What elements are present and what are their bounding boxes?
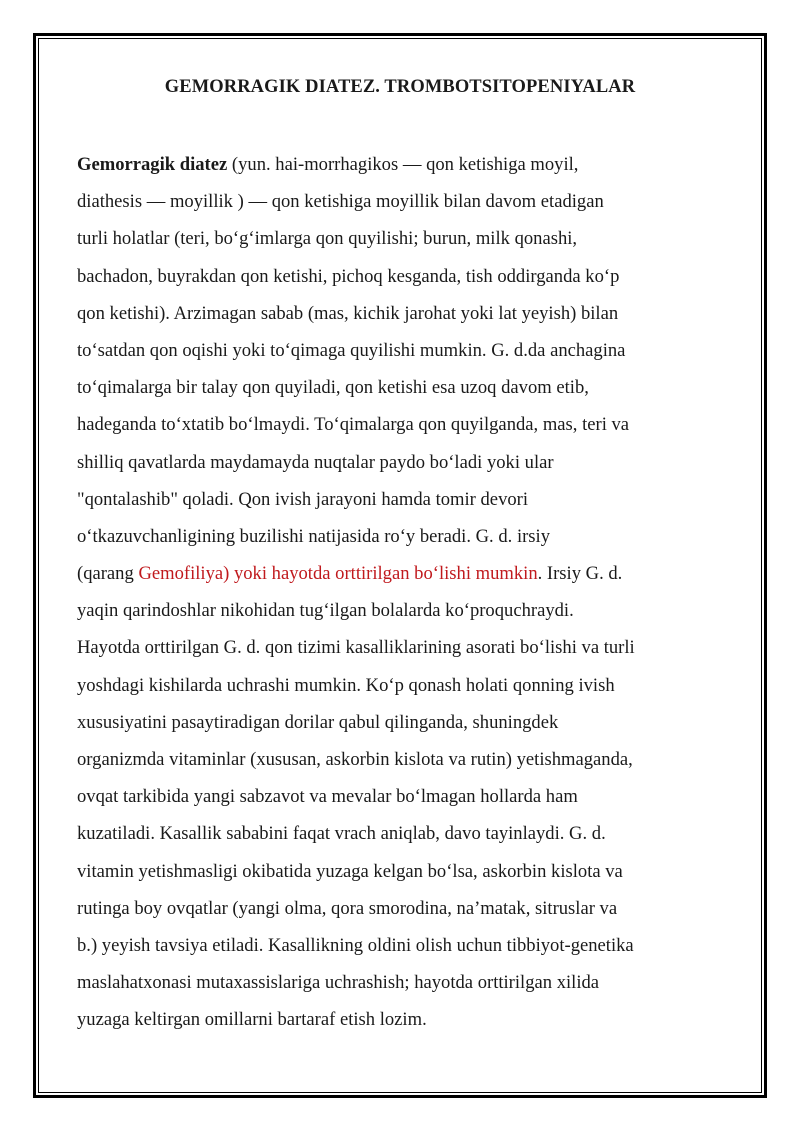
term-heading: Gemorragik diatez [77,154,228,175]
paragraph-line: qon ketishi). Arzimagan sabab (mas, kichik jarohat yoki lat yeyish) bilan [77,302,619,324]
paragraph-line: diathesis — moyillik ) — qon ketishiga moyillik bilan davom etadigan [77,191,604,213]
paragraph-line: b.) yeyish tavsiya etiladi. Kasallikning oldini olish uchun tibbiyot-genetika [77,934,634,956]
line-text: (qarang [77,563,139,585]
paragraph-line [77,555,737,592]
paragraph-line: kuzatiladi. Kasallik sababini faqat vrach aniqlab, davo tayinlaydi. G. d. [77,823,606,845]
document-title: GEMORRAGIK DIATEZ. TROMBOTSITOPENIYALAR [164,77,636,97]
paragraph-line: shilliq qavatlarda maydamayda nuqtalar paydo bo‘ladi yoki ular [77,451,554,473]
paragraph-line: yaqin qarindoshlar nikohidan tug‘ilgan bolalarda ko‘proquchraydi. [77,600,574,622]
gemofiliya-link[interactable]: Gemofiliya) yoki hayotda orttirilgan bo‘lishi mumkin [138,563,538,585]
line-text: (yun. hai-morrhagikos — qon ketishiga moyil, [227,154,579,175]
paragraph-line: vitamin yetishmasligi okibatida yuzaga kelgan bo‘lsa, askorbin kislota va [77,860,623,882]
paragraph-line [77,146,737,183]
paragraph-line: to‘qimalarga bir talay qon quyiladi, qon ketishi esa uzoq davom etib, [77,377,589,399]
line-text: . Irsiy G. d. [537,563,623,585]
paragraph-line: organizmda vitaminlar (xususan, askorbin kislota va rutin) yetishmaganda, [77,749,633,770]
paragraph-line: rutinga boy ovqatlar (yangi olma, qora smorodina, na’matak, sitruslar va [77,897,618,919]
paragraph-line: yoshdagi kishilarda uchrashi mumkin. Ko‘p qonash holati qonning ivish [77,674,615,696]
paragraph-line: Hayotda orttirilgan G. d. qon tizimi kasalliklarining asorati bo‘lishi va turli [77,637,635,659]
paragraph-line: "qontalashib" qoladi. Qon ivish jarayoni hamda tomir devori [77,488,529,510]
paragraph-line: maslahatxonasi mutaxassislariga uchrashish; hayotda orttirilgan xilida [77,972,600,994]
paragraph-line: yuzaga keltirgan omillarni bartaraf etish lozim. [77,1009,427,1031]
paragraph-line: xususiyatini pasaytiradigan dorilar qabul qilinganda, shuningdek [77,711,559,733]
paragraph-line: turli holatlar (teri, bo‘g‘imlarga qon quyilishi; burun, milk qonashi, [77,228,578,250]
paragraph-line: ovqat tarkibida yangi sabzavot va mevalar bo‘lmagan hollarda ham [77,786,578,808]
paragraph-line: hadeganda to‘xtatib bo‘lmaydi. To‘qimalarga qon quyilganda, mas, teri va [77,414,630,436]
paragraph-line: bachadon, buyrakdan qon ketishi, pichoq kesganda, tish oddirganda ko‘p [77,265,620,287]
paragraph-line: to‘satdan qon oqishi yoki to‘qimaga quyilishi mumkin. G. d.da anchagina [77,339,626,361]
paragraph-line: o‘tkazuvchanligining buzilishi natijasida ro‘y beradi. G. d. irsiy [77,525,550,547]
document-body [77,146,737,1039]
